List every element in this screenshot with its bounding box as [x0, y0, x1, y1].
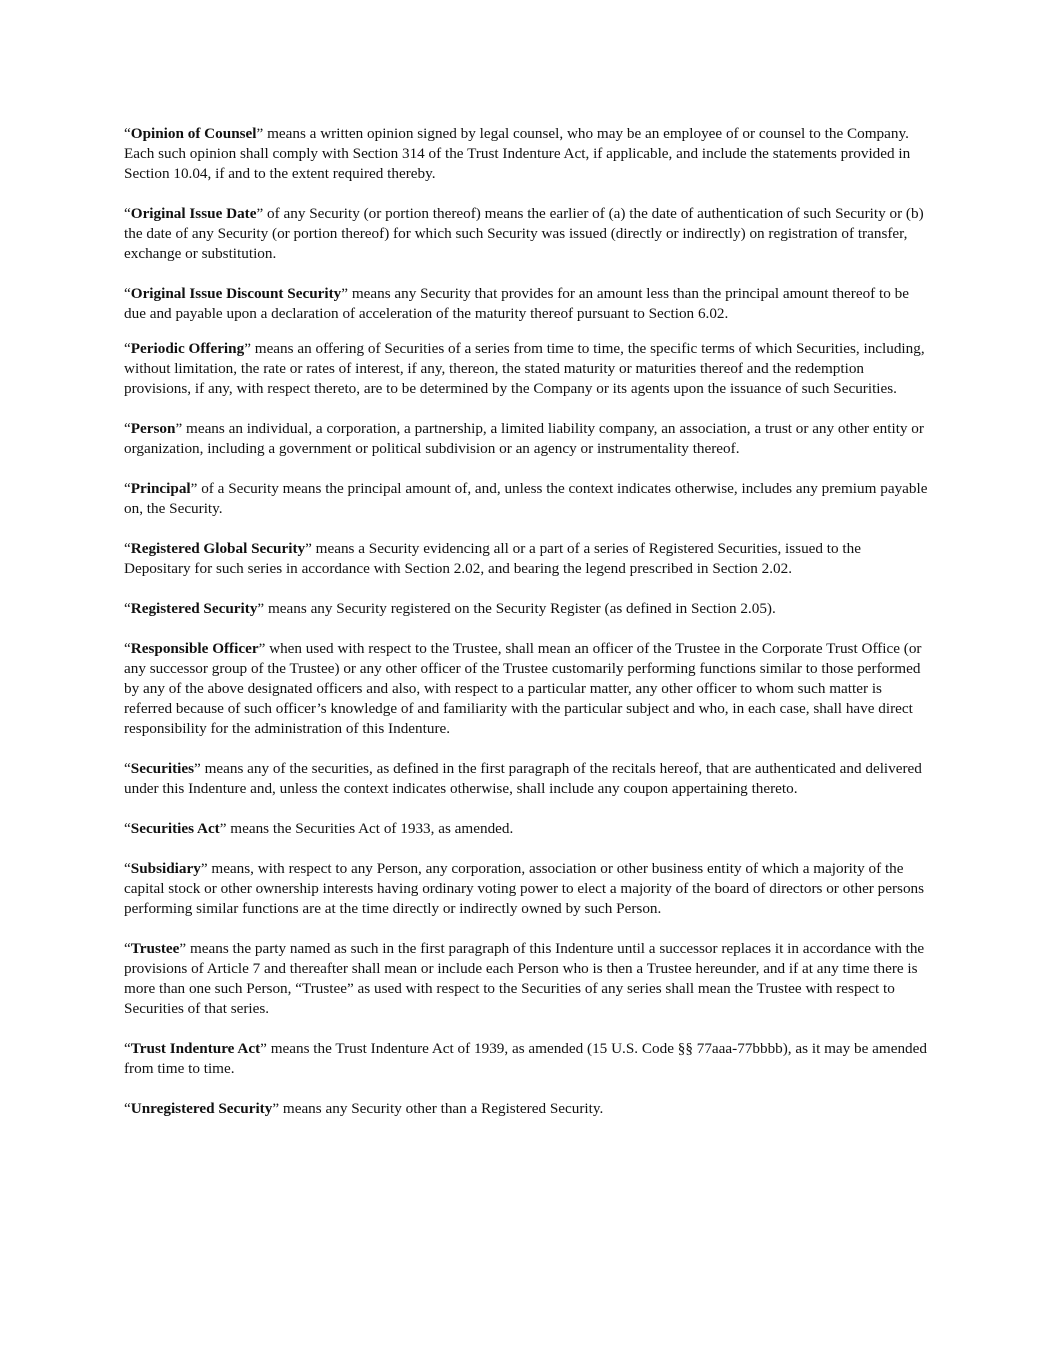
- close-quote: ”: [256, 125, 264, 142]
- open-quote: “: [124, 860, 131, 877]
- close-quote: ”: [272, 1100, 280, 1117]
- defined-term: Principal: [130, 480, 191, 497]
- definition-text: means, with respect to any Person, any corporation, association or other business entity of which a majority of the capital stock or other ownership interests having ordinary voting power to elect a majority of the board of directors or other persons performing similar functions are at the time directly or indirectly owned by such Person.: [124, 860, 925, 917]
- open-quote: “: [124, 205, 131, 222]
- open-quote: “: [124, 640, 131, 657]
- definition-text: means an individual, a corporation, a partnership, a limited liability company, an association, a trust or any other entity or organization, including a government or political subdivision or an agency or instrumentality thereof.: [124, 420, 924, 457]
- open-quote: “: [124, 1100, 131, 1117]
- definition-periodic-offering: [124, 339, 930, 399]
- definition-subsidiary: [124, 859, 930, 919]
- defined-term: Opinion of Counsel: [130, 125, 257, 142]
- close-quote: ”: [258, 640, 266, 657]
- defined-term: Periodic Offering: [130, 340, 245, 357]
- close-quote: ”: [244, 340, 251, 357]
- defined-term: Trustee: [130, 940, 180, 957]
- definition-trust-indenture-act: [124, 1039, 930, 1079]
- defined-term: Securities: [130, 760, 195, 777]
- definition-trustee: [124, 939, 930, 1019]
- defined-term: Registered Global Security: [130, 540, 306, 557]
- definition-text: means any Security registered on the Security Register (as defined in Section 2.05).: [264, 600, 776, 617]
- defined-term: Original Issue Discount Security: [130, 285, 342, 302]
- open-quote: “: [124, 760, 131, 777]
- open-quote: “: [124, 125, 131, 142]
- open-quote: “: [124, 340, 131, 357]
- definition-text: means the party named as such in the first paragraph of this Indenture until a successor replaces it in accordance with the provisions of Article 7 and thereafter shall mean or include each Person who is then a Trustee hereunder, and if at any time there is more than one such Person, “Trustee” as used with respect to the Securities of any series shall mean the Trustee with respect to Securities of that series.: [124, 940, 925, 1017]
- defined-term: Unregistered Security: [130, 1100, 273, 1117]
- defined-term: Securities Act: [130, 820, 220, 837]
- close-quote: ”: [219, 820, 227, 837]
- defined-term: Person: [130, 420, 176, 437]
- close-quote: ”: [194, 760, 201, 777]
- open-quote: “: [124, 600, 131, 617]
- open-quote: “: [124, 820, 131, 837]
- definition-unregistered-security: [124, 1099, 930, 1119]
- defined-term: Responsible Officer: [130, 640, 259, 657]
- definition-text: means a written opinion signed by legal counsel, who may be an employee of or counsel to the Company. Each such opinion shall comply with Section 314 of the Trust Indenture Act, if applicable, and include the statements provided in Section 10.04, if and to the extent required thereby.: [124, 125, 911, 182]
- open-quote: “: [124, 1040, 131, 1057]
- defined-term: Trust Indenture Act: [130, 1040, 261, 1057]
- close-quote: ”: [175, 420, 183, 437]
- close-quote: ”: [260, 1040, 267, 1057]
- definition-text: when used with respect to the Trustee, shall mean an officer of the Trustee in the Corporate Trust Office (or any successor group of the Trustee) or any other officer of the Trustee customarily performing functions similar to those performed by any of the above designated officers and also, with respect to a particular matter, any other officer to whom such matter is referred because of such officer’s knowledge of and familiarity with the particular subject and who, in each case, shall have direct responsibility for the administration of this Indenture.: [124, 640, 922, 737]
- definition-principal: [124, 479, 930, 519]
- definition-securities: [124, 759, 930, 799]
- definition-text: means any of the securities, as defined in the first paragraph of the recitals hereof, that are authenticated and delivered under this Indenture and, unless the context indicates otherwise, shall include any coupon appertaining thereto.: [124, 760, 922, 797]
- definition-responsible-officer: [124, 639, 930, 739]
- definition-text: means a Security evidencing all or a part of a series of Registered Securities, issued to the Depositary for such series in accordance with Section 2.02, and bearing the legend prescribed in Section 2.02.: [124, 540, 861, 577]
- close-quote: ”: [190, 480, 198, 497]
- definition-registered-security: [124, 599, 930, 619]
- open-quote: “: [124, 285, 131, 302]
- document-page: [124, 124, 930, 1139]
- definition-text: means the Securities Act of 1933, as amended.: [226, 820, 514, 837]
- open-quote: “: [124, 940, 131, 957]
- definition-original-issue-discount-security: [124, 284, 930, 324]
- close-quote: ”: [200, 860, 208, 877]
- close-quote: ”: [179, 940, 187, 957]
- close-quote: ”: [257, 600, 265, 617]
- open-quote: “: [124, 420, 131, 437]
- defined-term: Subsidiary: [130, 860, 201, 877]
- open-quote: “: [124, 540, 131, 557]
- defined-term: Original Issue Date: [130, 205, 257, 222]
- close-quote: ”: [305, 540, 312, 557]
- definition-original-issue-date: [124, 204, 930, 264]
- definition-securities-act: [124, 819, 930, 839]
- close-quote: ”: [341, 285, 349, 302]
- definition-text: means the Trust Indenture Act of 1939, as amended (15 U.S. Code §§ 77aaa-77bbbb), as it may be amended from time to time.: [124, 1040, 927, 1077]
- definition-person: [124, 419, 930, 459]
- close-quote: ”: [256, 205, 264, 222]
- definition-opinion-of-counsel: [124, 124, 930, 184]
- open-quote: “: [124, 480, 131, 497]
- definition-text: of any Security (or portion thereof) means the earlier of (a) the date of authentication of such Security or (b) the date of any Security (or portion thereof) for which such Security was issued (directly or indirectly) on registration of transfer, exchange or substitution.: [124, 205, 924, 262]
- definition-text: of a Security means the principal amount of, and, unless the context indicates otherwise, includes any premium payable on, the Security.: [124, 480, 928, 517]
- definition-text: means any Security other than a Registered Security.: [279, 1100, 604, 1117]
- definition-registered-global-security: [124, 539, 930, 579]
- definition-text: means any Security that provides for an amount less than the principal amount thereof to be due and payable upon a declaration of acceleration of the maturity thereof pursuant to Section 6.02.: [124, 285, 909, 322]
- definition-text: means an offering of Securities of a series from time to time, the specific terms of which Securities, including, without limitation, the rate or rates of interest, if any, thereon, the stated maturity or maturities thereof and the redemption provisions, if any, with respect thereto, are to be determined by the Company or its agents upon the issuance of such Securities.: [124, 340, 925, 397]
- defined-term: Registered Security: [130, 600, 258, 617]
